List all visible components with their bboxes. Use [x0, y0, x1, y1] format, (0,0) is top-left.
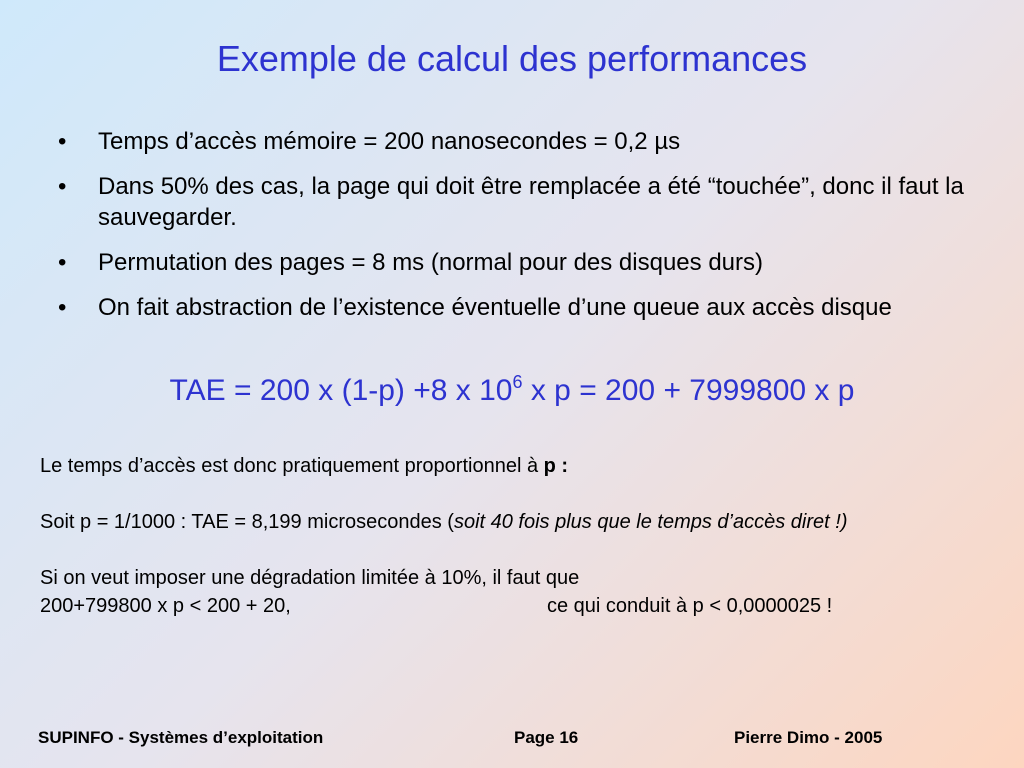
bullet-item: [58, 126, 978, 157]
body-text: [40, 452, 940, 620]
bullet-list: [58, 126, 978, 337]
paragraph-degradation-line2: [40, 592, 940, 620]
bullet-item: [58, 171, 978, 233]
slide-footer: [38, 728, 938, 752]
bullet-item: [58, 292, 978, 323]
footer-author: Pierre Dimo - 2005: [734, 728, 883, 747]
paragraph-text: Le temps d’accès est donc pratiquement proportionnel à: [40, 455, 544, 477]
bullet-icon: •: [58, 294, 67, 321]
paragraph-degradation-line1: Si on veut imposer une dégradation limitée à 10%, il faut que: [40, 567, 580, 589]
inequality-left: 200+799800 x p < 200 + 20,: [40, 595, 291, 617]
paragraph-proportional: [40, 452, 940, 480]
bullet-item: [58, 247, 978, 278]
paragraph-italic: soit 40 fois plus que le temps d’accès diret !): [453, 511, 848, 533]
bullet-text: Dans 50% des cas, la page qui doit être remplacée a été “touchée”, donc il faut la sauvegarder.: [98, 173, 964, 231]
paragraph-bold: p :: [543, 455, 569, 477]
footer-page-number: Page 16: [514, 728, 579, 747]
inequality-result: ce qui conduit à p < 0,0000025 !: [547, 595, 833, 617]
formula-left: TAE = 200 x (1-p) +8 x 10: [169, 374, 513, 407]
footer-left: SUPINFO - Systèmes d’exploitation: [38, 728, 324, 747]
bullet-text: On fait abstraction de l’existence éventuelle d’une queue aux accès disque: [98, 294, 892, 321]
formula-right: x p = 200 + 7999800 x p: [522, 374, 855, 407]
slide-title: Exemple de calcul des performances: [216, 38, 808, 79]
bullet-icon: •: [58, 249, 67, 276]
tae-formula: [0, 372, 1024, 408]
formula-exponent: 6: [512, 372, 523, 392]
bullet-icon: •: [58, 173, 67, 200]
paragraph-text: Soit p = 1/1000 : TAE = 8,199 microsecondes (: [40, 511, 454, 533]
bullet-icon: •: [58, 128, 67, 155]
bullet-text: Temps d’accès mémoire = 200 nanosecondes = 0,2 µs: [98, 128, 681, 155]
bullet-text: Permutation des pages = 8 ms (normal pour des disques durs): [98, 249, 764, 276]
paragraph-example: [40, 508, 940, 536]
